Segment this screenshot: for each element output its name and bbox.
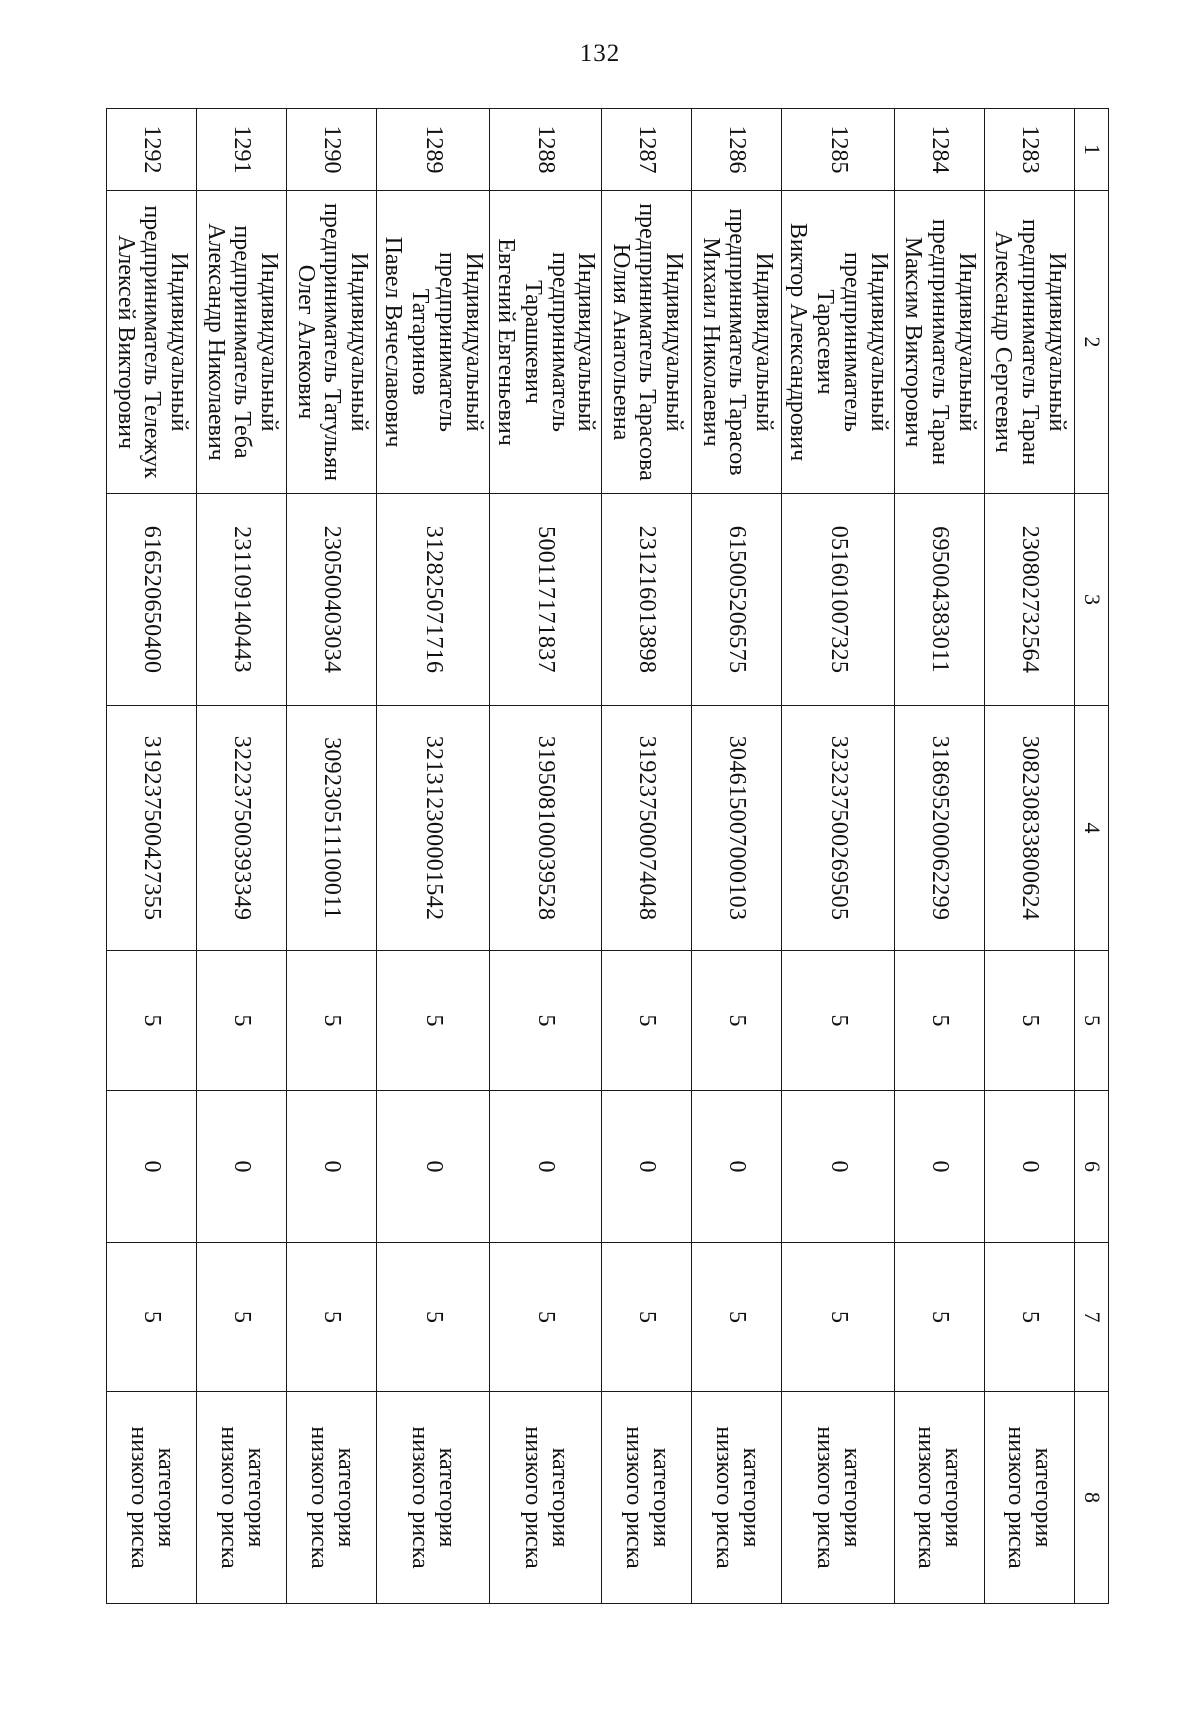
table-row xyxy=(377,109,490,1604)
table-row xyxy=(197,109,287,1604)
table-row xyxy=(287,109,377,1604)
col6-cell: 0 xyxy=(895,1091,985,1243)
entrepreneur-name: Индивидуальный предприниматель Таран Максим Викторович xyxy=(895,191,985,494)
inn-cell: 051601007325 xyxy=(782,494,895,706)
entrepreneur-name: Индивидуальный предприниматель Теба Александр Николаевич xyxy=(197,191,287,494)
ogrn-cell: 319508100039528 xyxy=(490,706,603,951)
ogrn-cell: 322237500393349 xyxy=(197,706,287,951)
col7-cell: 5 xyxy=(377,1243,490,1392)
entrepreneur-name: Индивидуальный предприниматель Тележук Алексей Викторович xyxy=(107,191,197,494)
risk-category-cell: категория низкого риска xyxy=(197,1392,287,1604)
col7-cell: 5 xyxy=(107,1243,197,1392)
registry-table xyxy=(107,108,1110,1604)
entrepreneur-name: Индивидуальный предприниматель Тарасова Юлия Анатольевна xyxy=(602,191,692,494)
col7-cell: 5 xyxy=(782,1243,895,1392)
col7-cell: 5 xyxy=(602,1243,692,1392)
ogrn-cell: 319237500427355 xyxy=(107,706,197,951)
header-cell: 8 xyxy=(1075,1392,1109,1604)
col5-cell: 5 xyxy=(602,951,692,1091)
risk-category-cell: категория низкого риска xyxy=(602,1392,692,1604)
col7-cell: 5 xyxy=(197,1243,287,1392)
col5-cell: 5 xyxy=(490,951,603,1091)
ogrn-cell: 308230833800624 xyxy=(985,706,1075,951)
table-row xyxy=(895,109,985,1604)
ogrn-cell: 304615007000103 xyxy=(692,706,782,951)
ogrn-cell: 309230511100011 xyxy=(287,706,377,951)
table-row xyxy=(107,109,197,1604)
inn-cell: 500117171837 xyxy=(490,494,603,706)
col5-cell: 5 xyxy=(782,951,895,1091)
row-number: 1285 xyxy=(782,109,895,191)
col6-cell: 0 xyxy=(782,1091,895,1243)
col5-cell: 5 xyxy=(692,951,782,1091)
header-cell: 2 xyxy=(1075,191,1109,494)
risk-category-cell: категория низкого риска xyxy=(287,1392,377,1604)
inn-cell: 615005206575 xyxy=(692,494,782,706)
risk-category-cell: категория низкого риска xyxy=(377,1392,490,1604)
ogrn-cell: 319237500074048 xyxy=(602,706,692,951)
row-number: 1290 xyxy=(287,109,377,191)
entrepreneur-name: Индивидуальный предприниматель Тарашкевич Евгений Евгеньевич xyxy=(490,191,603,494)
col7-cell: 5 xyxy=(287,1243,377,1392)
col6-cell: 0 xyxy=(490,1091,603,1243)
col5-cell: 5 xyxy=(107,951,197,1091)
header-cell: 4 xyxy=(1075,706,1109,951)
table-row xyxy=(985,109,1075,1604)
inn-cell: 231216013898 xyxy=(602,494,692,706)
row-number: 1283 xyxy=(985,109,1075,191)
row-number: 1289 xyxy=(377,109,490,191)
entrepreneur-name: Индивидуальный предприниматель Тарасевич Виктор Александрович xyxy=(782,191,895,494)
col7-cell: 5 xyxy=(692,1243,782,1392)
col5-cell: 5 xyxy=(895,951,985,1091)
ogrn-cell: 323237500269505 xyxy=(782,706,895,951)
col7-cell: 5 xyxy=(895,1243,985,1392)
risk-category-cell: категория низкого риска xyxy=(782,1392,895,1604)
header-cell: 6 xyxy=(1075,1091,1109,1243)
risk-category-cell: категория низкого риска xyxy=(692,1392,782,1604)
header-cell: 5 xyxy=(1075,951,1109,1091)
risk-category-cell: категория низкого риска xyxy=(985,1392,1075,1604)
row-number: 1288 xyxy=(490,109,603,191)
col6-cell: 0 xyxy=(985,1091,1075,1243)
table-row xyxy=(602,109,692,1604)
inn-cell: 695004383011 xyxy=(895,494,985,706)
inn-cell: 231109140443 xyxy=(197,494,287,706)
header-cell: 3 xyxy=(1075,494,1109,706)
col5-cell: 5 xyxy=(985,951,1075,1091)
header-cell: 1 xyxy=(1075,109,1109,191)
registry-table-container xyxy=(112,108,1109,1603)
inn-cell: 230802732564 xyxy=(985,494,1075,706)
col6-cell: 0 xyxy=(197,1091,287,1243)
header-cell: 7 xyxy=(1075,1243,1109,1392)
inn-cell: 312825071716 xyxy=(377,494,490,706)
row-number: 1292 xyxy=(107,109,197,191)
ogrn-cell: 318695200062299 xyxy=(895,706,985,951)
table-row xyxy=(692,109,782,1604)
table-row xyxy=(782,109,895,1604)
header-row xyxy=(1075,109,1109,1604)
entrepreneur-name: Индивидуальный предприниматель Татульян Олег Алекович xyxy=(287,191,377,494)
row-number: 1287 xyxy=(602,109,692,191)
row-number: 1291 xyxy=(197,109,287,191)
page-number: 132 xyxy=(579,40,621,67)
table-row xyxy=(490,109,603,1604)
col6-cell: 0 xyxy=(287,1091,377,1243)
row-number: 1284 xyxy=(895,109,985,191)
ogrn-cell: 321312300001542 xyxy=(377,706,490,951)
risk-category-cell: категория низкого риска xyxy=(490,1392,603,1604)
col5-cell: 5 xyxy=(287,951,377,1091)
risk-category-cell: категория низкого риска xyxy=(107,1392,197,1604)
row-number: 1286 xyxy=(692,109,782,191)
inn-cell: 230500403034 xyxy=(287,494,377,706)
inn-cell: 616520650400 xyxy=(107,494,197,706)
col5-cell: 5 xyxy=(377,951,490,1091)
entrepreneur-name: Индивидуальный предприниматель Тарасов Михаил Николаевич xyxy=(692,191,782,494)
col7-cell: 5 xyxy=(490,1243,603,1392)
risk-category-cell: категория низкого риска xyxy=(895,1392,985,1604)
col6-cell: 0 xyxy=(692,1091,782,1243)
col7-cell: 5 xyxy=(985,1243,1075,1392)
col6-cell: 0 xyxy=(602,1091,692,1243)
col6-cell: 0 xyxy=(107,1091,197,1243)
col6-cell: 0 xyxy=(377,1091,490,1243)
col5-cell: 5 xyxy=(197,951,287,1091)
entrepreneur-name: Индивидуальный предприниматель Таран Александр Сергеевич xyxy=(985,191,1075,494)
entrepreneur-name: Индивидуальный предприниматель Татаринов Павел Вячеславович xyxy=(377,191,490,494)
